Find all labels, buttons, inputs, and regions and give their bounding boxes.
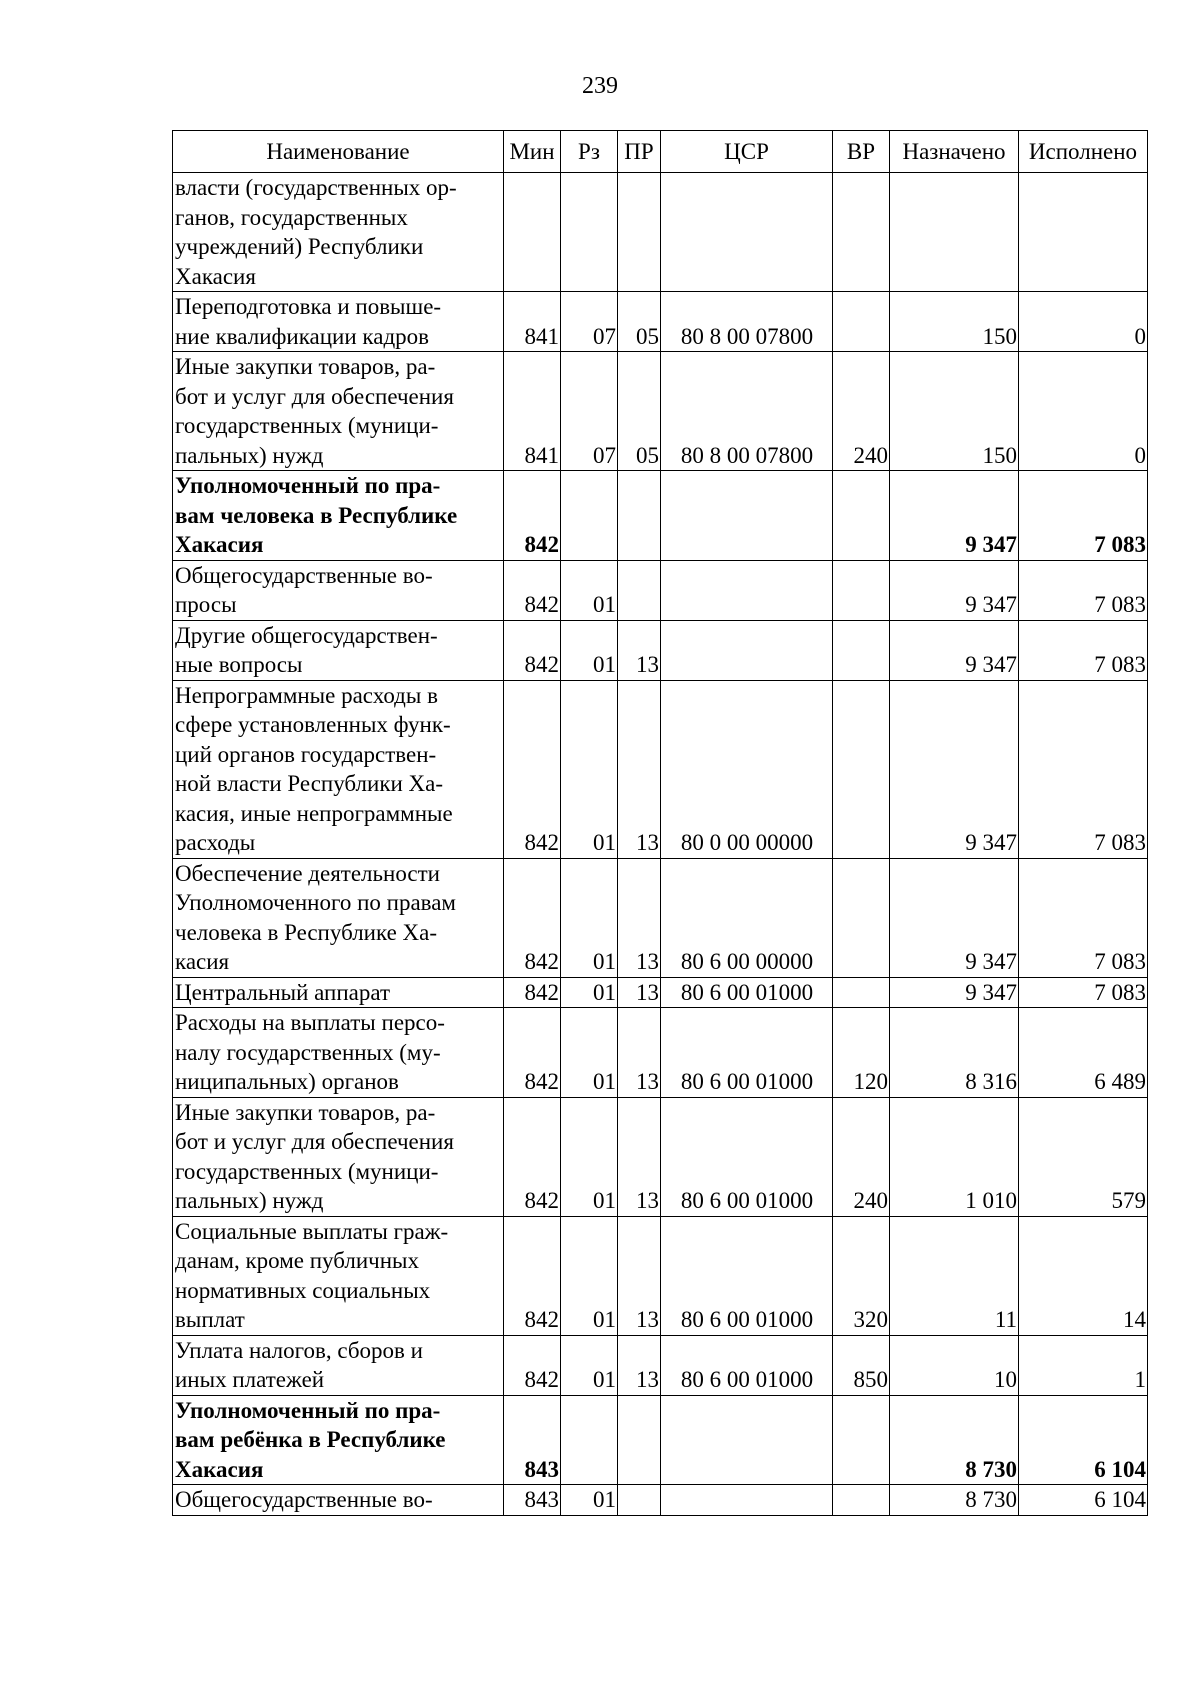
cell-csr: 80 6 00 01000 bbox=[661, 977, 833, 1008]
cell-rz: 01 bbox=[561, 977, 618, 1008]
cell-csr bbox=[661, 1485, 833, 1516]
cell-rz bbox=[561, 471, 618, 561]
cell-pr bbox=[618, 471, 661, 561]
cell-csr: 80 8 00 07800 bbox=[661, 292, 833, 352]
cell-assigned: 8 316 bbox=[890, 1008, 1019, 1098]
table-row bbox=[173, 620, 1148, 680]
cell-executed: 14 bbox=[1019, 1216, 1148, 1335]
cell-name: Общегосударственные во- просы bbox=[173, 560, 504, 620]
cell-executed: 6 489 bbox=[1019, 1008, 1148, 1098]
cell-assigned: 150 bbox=[890, 352, 1019, 471]
cell-csr bbox=[661, 560, 833, 620]
cell-executed: 6 104 bbox=[1019, 1485, 1148, 1516]
cell-vr bbox=[833, 680, 890, 858]
table-row bbox=[173, 352, 1148, 471]
cell-executed: 7 083 bbox=[1019, 858, 1148, 977]
cell-executed: 7 083 bbox=[1019, 680, 1148, 858]
table-row bbox=[173, 1097, 1148, 1216]
table-row bbox=[173, 1485, 1148, 1516]
cell-vr bbox=[833, 173, 890, 292]
table-row bbox=[173, 1335, 1148, 1395]
cell-pr bbox=[618, 173, 661, 292]
cell-name: Непрограммные расходы в сфере установленных функ- ций органов государствен- ной власти Республики Ха- касия, иные непрограммные расходы bbox=[173, 680, 504, 858]
cell-executed: 7 083 bbox=[1019, 560, 1148, 620]
cell-min: 842 bbox=[504, 1216, 561, 1335]
cell-vr bbox=[833, 1485, 890, 1516]
cell-name: Уполномоченный по пра- вам человека в Республике Хакасия bbox=[173, 471, 504, 561]
header-csr: ЦСР bbox=[661, 131, 833, 173]
cell-pr: 05 bbox=[618, 292, 661, 352]
cell-name: Иные закупки товаров, ра- бот и услуг для обеспечения государственных (муници- пальных) нужд bbox=[173, 1097, 504, 1216]
cell-vr bbox=[833, 620, 890, 680]
cell-min: 842 bbox=[504, 620, 561, 680]
cell-name: Расходы на выплаты персо- налу государственных (му- ниципальных) органов bbox=[173, 1008, 504, 1098]
cell-vr: 240 bbox=[833, 352, 890, 471]
table-row bbox=[173, 560, 1148, 620]
cell-csr: 80 6 00 01000 bbox=[661, 1008, 833, 1098]
header-executed: Исполнено bbox=[1019, 131, 1148, 173]
cell-min: 842 bbox=[504, 977, 561, 1008]
cell-min: 841 bbox=[504, 292, 561, 352]
cell-assigned bbox=[890, 173, 1019, 292]
cell-executed: 0 bbox=[1019, 352, 1148, 471]
cell-name: Иные закупки товаров, ра- бот и услуг для обеспечения государственных (муници- пальных) нужд bbox=[173, 352, 504, 471]
cell-pr: 13 bbox=[618, 1008, 661, 1098]
cell-name: Обеспечение деятельности Уполномоченного по правам человека в Республике Ха- касия bbox=[173, 858, 504, 977]
cell-rz bbox=[561, 173, 618, 292]
cell-rz: 01 bbox=[561, 1216, 618, 1335]
cell-assigned: 8 730 bbox=[890, 1485, 1019, 1516]
cell-pr: 13 bbox=[618, 977, 661, 1008]
cell-name: Уплата налогов, сборов и иных платежей bbox=[173, 1335, 504, 1395]
cell-rz bbox=[561, 1395, 618, 1485]
cell-pr: 13 bbox=[618, 1097, 661, 1216]
table-row bbox=[173, 680, 1148, 858]
cell-executed: 6 104 bbox=[1019, 1395, 1148, 1485]
cell-rz: 01 bbox=[561, 1485, 618, 1516]
header-min: Мин bbox=[504, 131, 561, 173]
cell-vr bbox=[833, 292, 890, 352]
page-number: 239 bbox=[582, 73, 618, 99]
header-assigned: Назначено bbox=[890, 131, 1019, 173]
table-row bbox=[173, 977, 1148, 1008]
cell-csr: 80 0 00 00000 bbox=[661, 680, 833, 858]
cell-vr bbox=[833, 858, 890, 977]
cell-assigned: 9 347 bbox=[890, 680, 1019, 858]
cell-vr: 850 bbox=[833, 1335, 890, 1395]
cell-executed: 0 bbox=[1019, 292, 1148, 352]
table-row bbox=[173, 1216, 1148, 1335]
cell-rz: 07 bbox=[561, 292, 618, 352]
cell-rz: 07 bbox=[561, 352, 618, 471]
cell-min bbox=[504, 173, 561, 292]
cell-executed: 7 083 bbox=[1019, 620, 1148, 680]
cell-rz: 01 bbox=[561, 1335, 618, 1395]
cell-assigned: 9 347 bbox=[890, 858, 1019, 977]
cell-assigned: 9 347 bbox=[890, 977, 1019, 1008]
cell-csr: 80 8 00 07800 bbox=[661, 352, 833, 471]
cell-min: 842 bbox=[504, 560, 561, 620]
cell-assigned: 1 010 bbox=[890, 1097, 1019, 1216]
table-row bbox=[173, 1008, 1148, 1098]
cell-vr: 240 bbox=[833, 1097, 890, 1216]
cell-name: Другие общегосударствен- ные вопросы bbox=[173, 620, 504, 680]
cell-csr: 80 6 00 00000 bbox=[661, 858, 833, 977]
cell-vr: 320 bbox=[833, 1216, 890, 1335]
cell-rz: 01 bbox=[561, 1097, 618, 1216]
cell-min: 841 bbox=[504, 352, 561, 471]
cell-csr bbox=[661, 173, 833, 292]
table-row bbox=[173, 858, 1148, 977]
cell-min: 842 bbox=[504, 1008, 561, 1098]
cell-min: 842 bbox=[504, 471, 561, 561]
cell-pr bbox=[618, 1395, 661, 1485]
cell-name: Переподготовка и повыше- ние квалификации кадров bbox=[173, 292, 504, 352]
header-pr: ПР bbox=[618, 131, 661, 173]
cell-executed: 579 bbox=[1019, 1097, 1148, 1216]
cell-csr: 80 6 00 01000 bbox=[661, 1216, 833, 1335]
cell-min: 843 bbox=[504, 1395, 561, 1485]
cell-pr bbox=[618, 560, 661, 620]
cell-rz: 01 bbox=[561, 1008, 618, 1098]
cell-min: 842 bbox=[504, 858, 561, 977]
cell-name: Уполномоченный по пра- вам ребёнка в Республике Хакасия bbox=[173, 1395, 504, 1485]
cell-pr: 13 bbox=[618, 1335, 661, 1395]
cell-rz: 01 bbox=[561, 858, 618, 977]
header-rz: Рз bbox=[561, 131, 618, 173]
cell-assigned: 9 347 bbox=[890, 620, 1019, 680]
cell-csr: 80 6 00 01000 bbox=[661, 1335, 833, 1395]
cell-pr: 13 bbox=[618, 620, 661, 680]
table-header-row bbox=[173, 131, 1148, 173]
cell-csr bbox=[661, 620, 833, 680]
cell-name: Общегосударственные во- bbox=[173, 1485, 504, 1516]
cell-min: 843 bbox=[504, 1485, 561, 1516]
header-name: Наименование bbox=[173, 131, 504, 173]
cell-name: Социальные выплаты граж- данам, кроме публичных нормативных социальных выплат bbox=[173, 1216, 504, 1335]
header-vr: ВР bbox=[833, 131, 890, 173]
cell-assigned: 8 730 bbox=[890, 1395, 1019, 1485]
cell-pr: 13 bbox=[618, 858, 661, 977]
cell-rz: 01 bbox=[561, 680, 618, 858]
cell-executed: 1 bbox=[1019, 1335, 1148, 1395]
cell-pr: 13 bbox=[618, 1216, 661, 1335]
table-row bbox=[173, 1395, 1148, 1485]
table-row bbox=[173, 173, 1148, 292]
table-row bbox=[173, 471, 1148, 561]
cell-csr bbox=[661, 1395, 833, 1485]
cell-rz: 01 bbox=[561, 620, 618, 680]
cell-pr: 13 bbox=[618, 680, 661, 858]
cell-assigned: 150 bbox=[890, 292, 1019, 352]
cell-executed bbox=[1019, 173, 1148, 292]
cell-name: власти (государственных ор- ганов, государственных учреждений) Республики Хакасия bbox=[173, 173, 504, 292]
cell-vr bbox=[833, 977, 890, 1008]
cell-assigned: 9 347 bbox=[890, 471, 1019, 561]
cell-assigned: 11 bbox=[890, 1216, 1019, 1335]
cell-pr bbox=[618, 1485, 661, 1516]
cell-min: 842 bbox=[504, 1335, 561, 1395]
cell-vr bbox=[833, 471, 890, 561]
cell-vr: 120 bbox=[833, 1008, 890, 1098]
cell-executed: 7 083 bbox=[1019, 471, 1148, 561]
cell-vr bbox=[833, 1395, 890, 1485]
cell-min: 842 bbox=[504, 680, 561, 858]
cell-rz: 01 bbox=[561, 560, 618, 620]
cell-csr: 80 6 00 01000 bbox=[661, 1097, 833, 1216]
cell-name: Центральный аппарат bbox=[173, 977, 504, 1008]
cell-pr: 05 bbox=[618, 352, 661, 471]
cell-assigned: 9 347 bbox=[890, 560, 1019, 620]
table-row bbox=[173, 292, 1148, 352]
cell-executed: 7 083 bbox=[1019, 977, 1148, 1008]
cell-vr bbox=[833, 560, 890, 620]
budget-table bbox=[172, 130, 1148, 1516]
cell-min: 842 bbox=[504, 1097, 561, 1216]
cell-assigned: 10 bbox=[890, 1335, 1019, 1395]
cell-csr bbox=[661, 471, 833, 561]
